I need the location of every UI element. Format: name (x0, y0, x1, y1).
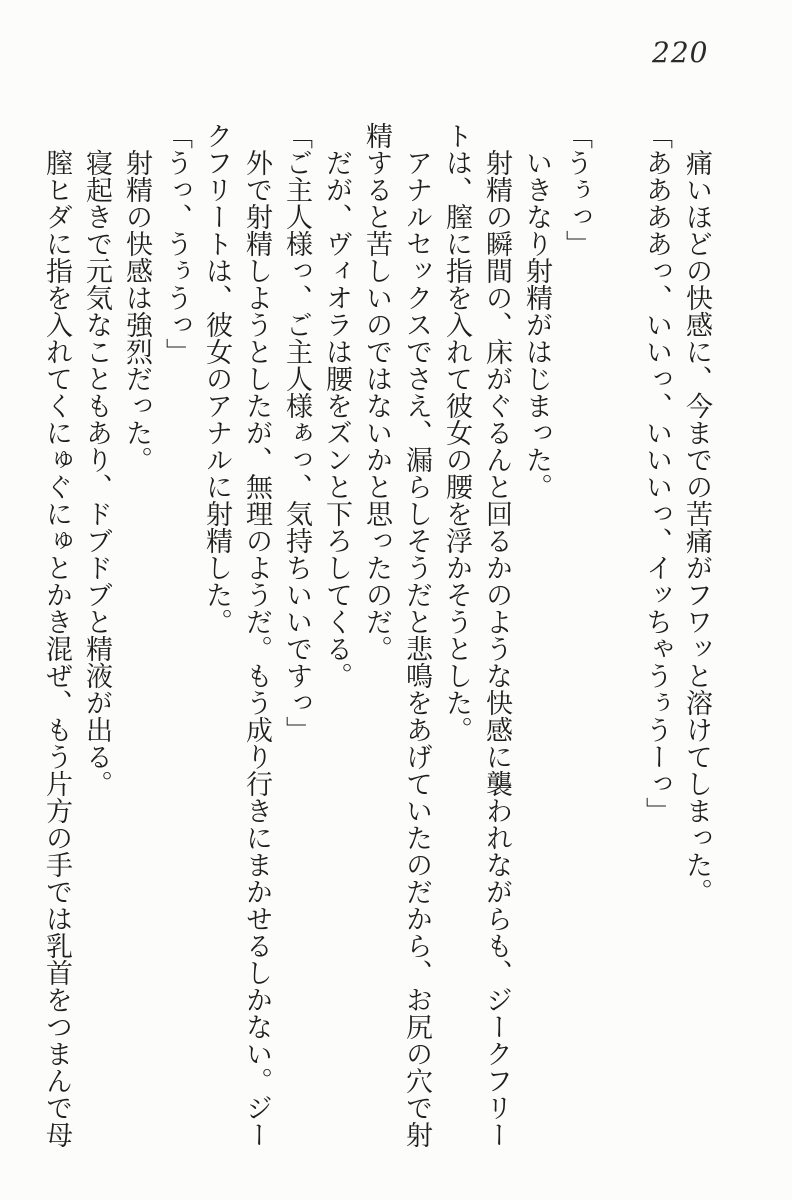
text-line: 精すると苦しいのではないかと思ったのだ。 (361, 122, 392, 662)
text-line: 「ああああっ、いいっ、いいいっ、イッちゃうぅうーっ」 (641, 122, 672, 824)
text-line: トは、膣に指を入れて彼女の腰を浮かそうとした。 (441, 122, 472, 743)
text-line: 膣ヒダに指を入れてくにゅぐにゅとかき混ぜ、もう片方の手では乳首をつまんで母 (41, 149, 72, 1148)
text-line: 「うっ、うぅうっ」 (161, 122, 192, 365)
text-line: 寝起きで元気なこともあり、ドブドブと精液が出る。 (81, 149, 112, 797)
text-line: だが、ヴィオラは腰をズンと下ろしてくる。 (321, 149, 352, 689)
text-line (596, 122, 636, 1168)
text-line: 射精の瞬間の、床がぐるんと回るかのような快感に襲われながらも、ジークフリー (481, 149, 512, 1148)
text-line: 「ご主人様っ、ご主人様ぁっ、気持ちいいですっ」 (281, 122, 312, 743)
text-line: 外で射精しようとしたが、無理のようだ。もう成り行きにまかせるしかない。ジー (241, 149, 272, 1148)
text-line: クフリートは、彼女のアナルに射精した。 (201, 122, 232, 635)
text-line: 痛いほどの快感に、今までの苦痛がフワッと溶けてしまった。 (681, 149, 712, 905)
text-line: いきなり射精がはじまった。 (521, 149, 552, 500)
text-line: アナルセックスでさえ、漏らしそうだと悲鳴をあげていたのだから、お尻の穴で射 (401, 149, 432, 1148)
text-line: 射精の快感は強烈だった。 (121, 149, 152, 473)
page-number: 220 (652, 36, 709, 69)
text-block (36, 122, 716, 1168)
text-line: 「うぅっ」 (561, 122, 592, 257)
